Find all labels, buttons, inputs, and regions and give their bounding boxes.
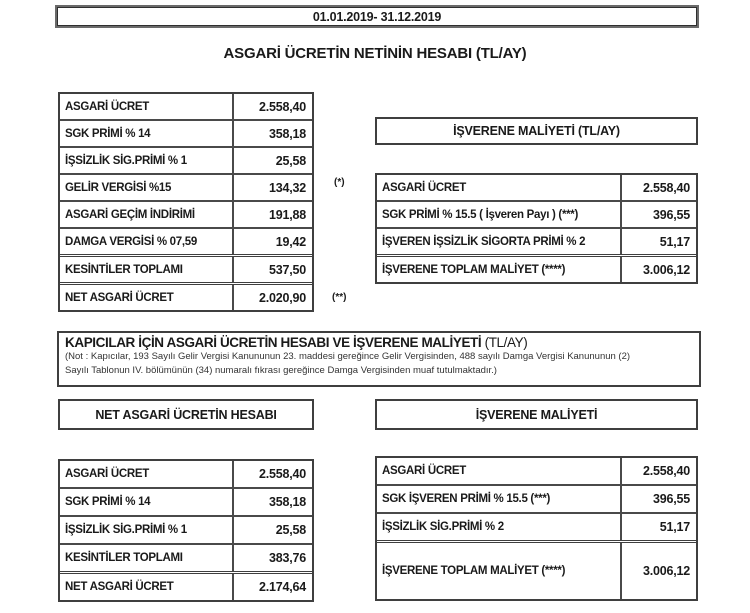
row-value: 396,55 <box>620 486 696 512</box>
table-row-total <box>60 543 312 571</box>
row-label: İŞVERENE TOPLAM MALİYET (****) <box>382 263 566 276</box>
table-row <box>377 512 696 540</box>
row-label: İŞSİZLİK SİG.PRİMİ % 2 <box>382 521 504 533</box>
row-label: ASGARİ ÜCRET <box>65 100 149 113</box>
table-row-net <box>60 571 312 600</box>
row-value: 2.558,40 <box>620 175 696 200</box>
row-label: İŞSİZLİK SİG.PRİMİ % 1 <box>65 154 187 167</box>
table-row <box>60 461 312 487</box>
table-row <box>60 227 312 254</box>
table-row <box>377 175 696 200</box>
row-label: DAMGA VERGİSİ % 07,59 <box>65 235 197 248</box>
date-range-banner <box>55 5 699 28</box>
row-value: 2.558,40 <box>232 461 312 487</box>
employer-cost-header-text: İŞVERENE MALİYETİ (TL/AY) <box>453 124 620 138</box>
footnote-marker-gelir-vergisi: (*) <box>334 177 345 188</box>
row-label: NET ASGARİ ÜCRET <box>65 291 174 304</box>
row-label: SGK PRİMİ % 15.5 ( İşveren Payı ) (***) <box>382 208 579 221</box>
row-label: KESİNTİLER TOPLAMI <box>65 263 183 276</box>
row-value: 51,17 <box>620 514 696 540</box>
row-value: 25,58 <box>232 517 312 543</box>
row-label: SGK PRİMİ % 14 <box>65 127 151 140</box>
table-row <box>60 487 312 515</box>
row-label: İŞVEREN İŞSİZLİK SİGORTA PRİMİ % 2 <box>382 235 586 248</box>
row-value: 2.558,40 <box>620 458 696 484</box>
row-value: 358,18 <box>232 489 312 515</box>
kapicilar-title-suffix: (TL/AY) <box>481 335 528 350</box>
row-label: ASGARİ ÜCRET <box>382 181 466 194</box>
employer-cost-table <box>375 173 698 284</box>
date-range-text: 01.01.2019- 31.12.2019 <box>312 9 442 24</box>
row-label: ASGARİ GEÇİM İNDİRİMİ <box>65 208 195 221</box>
kapici-net-header-text: NET ASGARİ ÜCRETİN HESABI <box>95 407 277 422</box>
table-row-net <box>60 282 312 310</box>
row-label: KESİNTİLER TOPLAMI <box>65 552 183 564</box>
row-value: 537,50 <box>232 257 312 282</box>
row-value: 358,18 <box>232 121 312 146</box>
row-value: 19,42 <box>232 229 312 254</box>
table-row <box>377 200 696 227</box>
row-value: 134,32 <box>232 175 312 200</box>
kapici-net-header <box>58 399 314 430</box>
row-value: 3.006,12 <box>620 543 696 599</box>
kapicilar-section-box <box>57 331 701 387</box>
net-wage-table <box>58 92 314 312</box>
row-value: 191,88 <box>232 202 312 227</box>
row-value: 396,55 <box>620 202 696 227</box>
row-value: 2.174,64 <box>232 574 312 600</box>
table-row <box>60 94 312 119</box>
kapici-employer-header <box>375 399 698 430</box>
row-value: 3.006,12 <box>620 257 696 282</box>
kapicilar-title-main: KAPICILAR İÇİN ASGARİ ÜCRETİN HESABI VE İŞVERENE MALİYETİ <box>65 335 482 350</box>
kapici-net-table <box>58 459 314 602</box>
table-row <box>60 146 312 173</box>
row-label: İŞVERENE TOPLAM MALİYET (****) <box>382 565 566 577</box>
table-row <box>60 200 312 227</box>
table-row-total <box>60 254 312 282</box>
table-row <box>60 173 312 200</box>
row-value: 383,76 <box>232 545 312 571</box>
row-label: SGK PRİMİ % 14 <box>65 496 151 508</box>
row-value: 25,58 <box>232 148 312 173</box>
table-row-total <box>377 540 696 599</box>
row-label: ASGARİ ÜCRET <box>382 465 466 477</box>
kapicilar-title <box>65 335 694 350</box>
row-label: NET ASGARİ ÜCRET <box>65 581 174 593</box>
row-label: İŞSİZLİK SİG.PRİMİ % 1 <box>65 524 187 536</box>
table-row <box>377 458 696 484</box>
table-row <box>60 515 312 543</box>
row-label: ASGARİ ÜCRET <box>65 468 149 480</box>
row-value: 2.558,40 <box>232 94 312 119</box>
table-row-total <box>377 254 696 282</box>
kapici-employer-table <box>375 456 698 601</box>
table-row <box>60 119 312 146</box>
row-label: SGK İŞVEREN PRİMİ % 15.5 (***) <box>382 493 551 505</box>
footnote-marker-net-ucret: (**) <box>332 292 347 303</box>
table-row <box>377 227 696 254</box>
row-value: 51,17 <box>620 229 696 254</box>
page-title: ASGARİ ÜCRETİN NETİNİN HESABI (TL/AY) <box>223 45 527 62</box>
row-value: 2.020,90 <box>232 285 312 310</box>
kapicilar-note-line2: Sayılı Tablonun IV. bölümünün (34) numaralı fıkrası gereğince Damga Vergisinden muaf tutulmaktadır.) <box>65 364 497 376</box>
kapicilar-note-line1: (Not : Kapıcılar, 193 Sayılı Gelir Vergisi Kanununun 23. maddesi gereğince Gelir Vergisinden, 488 sayılı Damga Vergisi Kanununun (2) <box>65 351 631 362</box>
employer-cost-header <box>375 117 698 145</box>
table-row <box>377 484 696 512</box>
row-label: GELİR VERGİSİ %15 <box>65 181 172 194</box>
kapici-employer-header-text: İŞVERENE MALİYETİ <box>475 407 598 422</box>
